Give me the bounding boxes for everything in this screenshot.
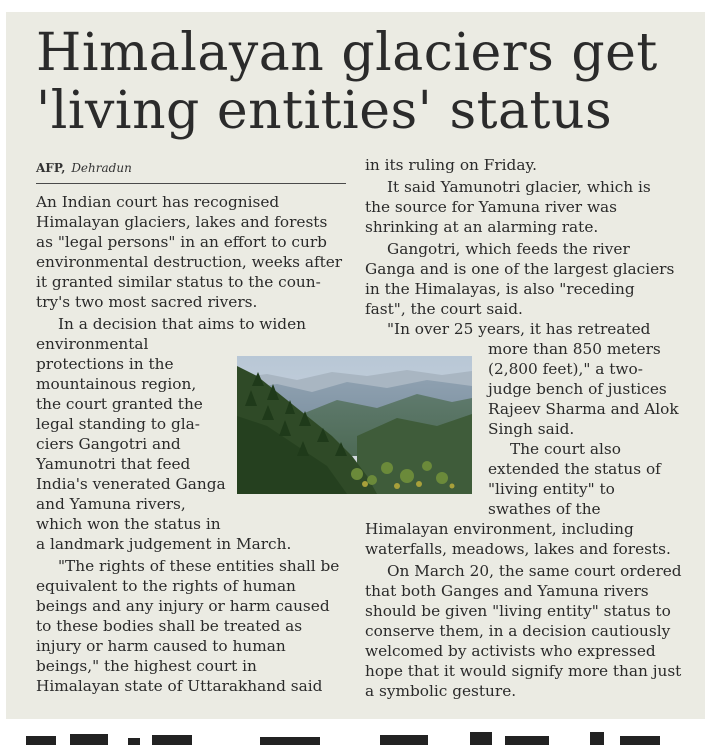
- article-line: and Yamuna rivers,: [36, 495, 186, 513]
- byline-agency: AFP,: [36, 161, 66, 175]
- article-line: "The rights of these entities shall be: [58, 557, 340, 575]
- article-line: environmental: [36, 335, 149, 353]
- article-line: in its ruling on Friday.: [365, 156, 537, 174]
- article-line: The court also: [510, 440, 621, 458]
- article-line: (2,800 feet)," a two-: [488, 360, 643, 378]
- headline-line-2: 'living entities' status: [36, 81, 613, 141]
- article-line: try's two most sacred rivers.: [36, 293, 258, 311]
- article-line: judge bench of justices: [488, 380, 667, 398]
- article-line: Ganga and is one of the largest glaciers: [365, 260, 675, 278]
- article-line: India's venerated Ganga: [36, 475, 226, 493]
- article-line: which won the status in: [36, 515, 221, 533]
- article-line: the source for Yamuna river was: [365, 198, 618, 216]
- article-line: mountainous region,: [36, 375, 197, 393]
- mountain-forest-landscape-photo: [237, 356, 472, 494]
- article-line: a symbolic gesture.: [365, 682, 517, 700]
- article-line: "In over 25 years, it has retreated: [387, 320, 651, 338]
- article-line: a landmark judgement in March.: [36, 535, 292, 553]
- article-line: that both Ganges and Yamuna rivers: [365, 582, 649, 600]
- article-line: shrinking at an alarming rate.: [365, 218, 599, 236]
- next-article-fragment: [0, 726, 719, 745]
- article-line: should be given "living entity" status to: [365, 602, 671, 620]
- article-line: in the Himalayas, is also "receding: [365, 280, 635, 298]
- article-line: ciers Gangotri and: [36, 435, 181, 453]
- article-line: equivalent to the rights of human: [36, 577, 296, 595]
- article-line: waterfalls, meadows, lakes and forests.: [365, 540, 671, 558]
- article-line: fast", the court said.: [365, 300, 523, 318]
- byline-rule: [36, 183, 346, 184]
- article-line: it granted similar status to the coun-: [36, 273, 321, 291]
- article-line: welcomed by activists who expressed: [365, 642, 656, 660]
- article-line: environmental destruction, weeks after: [36, 253, 343, 271]
- article-line: It said Yamunotri glacier, which is: [387, 178, 651, 196]
- article-line: In a decision that aims to widen: [58, 315, 306, 333]
- article-line: to these bodies shall be treated as: [36, 617, 303, 635]
- byline-place: Dehradun: [71, 161, 132, 175]
- article-line: hope that it would signify more than just: [365, 662, 682, 680]
- article-line: An Indian court has recognised: [36, 193, 280, 211]
- article-line: legal standing to gla-: [36, 415, 200, 433]
- article-line: On March 20, the same court ordered: [387, 562, 682, 580]
- article-line: as "legal persons" in an effort to curb: [36, 233, 327, 251]
- article-line: injury or harm caused to human: [36, 637, 286, 655]
- article-line: extended the status of: [488, 460, 661, 478]
- article-line: swathes of the: [488, 500, 601, 518]
- article-line: Singh said.: [488, 420, 575, 438]
- article-line: beings," the highest court in: [36, 657, 257, 675]
- article-line: beings and any injury or harm caused: [36, 597, 330, 615]
- article-line: Himalayan environment, including: [365, 520, 634, 538]
- article-line: Yamunotri that feed: [36, 455, 191, 473]
- headline: [36, 24, 696, 140]
- article-line: Rajeev Sharma and Alok: [488, 400, 679, 418]
- article-line: Himalayan glaciers, lakes and forests: [36, 213, 328, 231]
- article-line: Himalayan state of Uttarakhand said: [36, 677, 323, 695]
- article-line: more than 850 meters: [488, 340, 661, 358]
- article-line: Gangotri, which feeds the river: [387, 240, 630, 258]
- article-line: protections in the: [36, 355, 174, 373]
- article-line: the court granted the: [36, 395, 203, 413]
- article-line: conserve them, in a decision cautiously: [365, 622, 671, 640]
- byline: [36, 160, 346, 176]
- headline-line-1: Himalayan glaciers get: [36, 23, 658, 83]
- article-line: "living entity" to: [488, 480, 615, 498]
